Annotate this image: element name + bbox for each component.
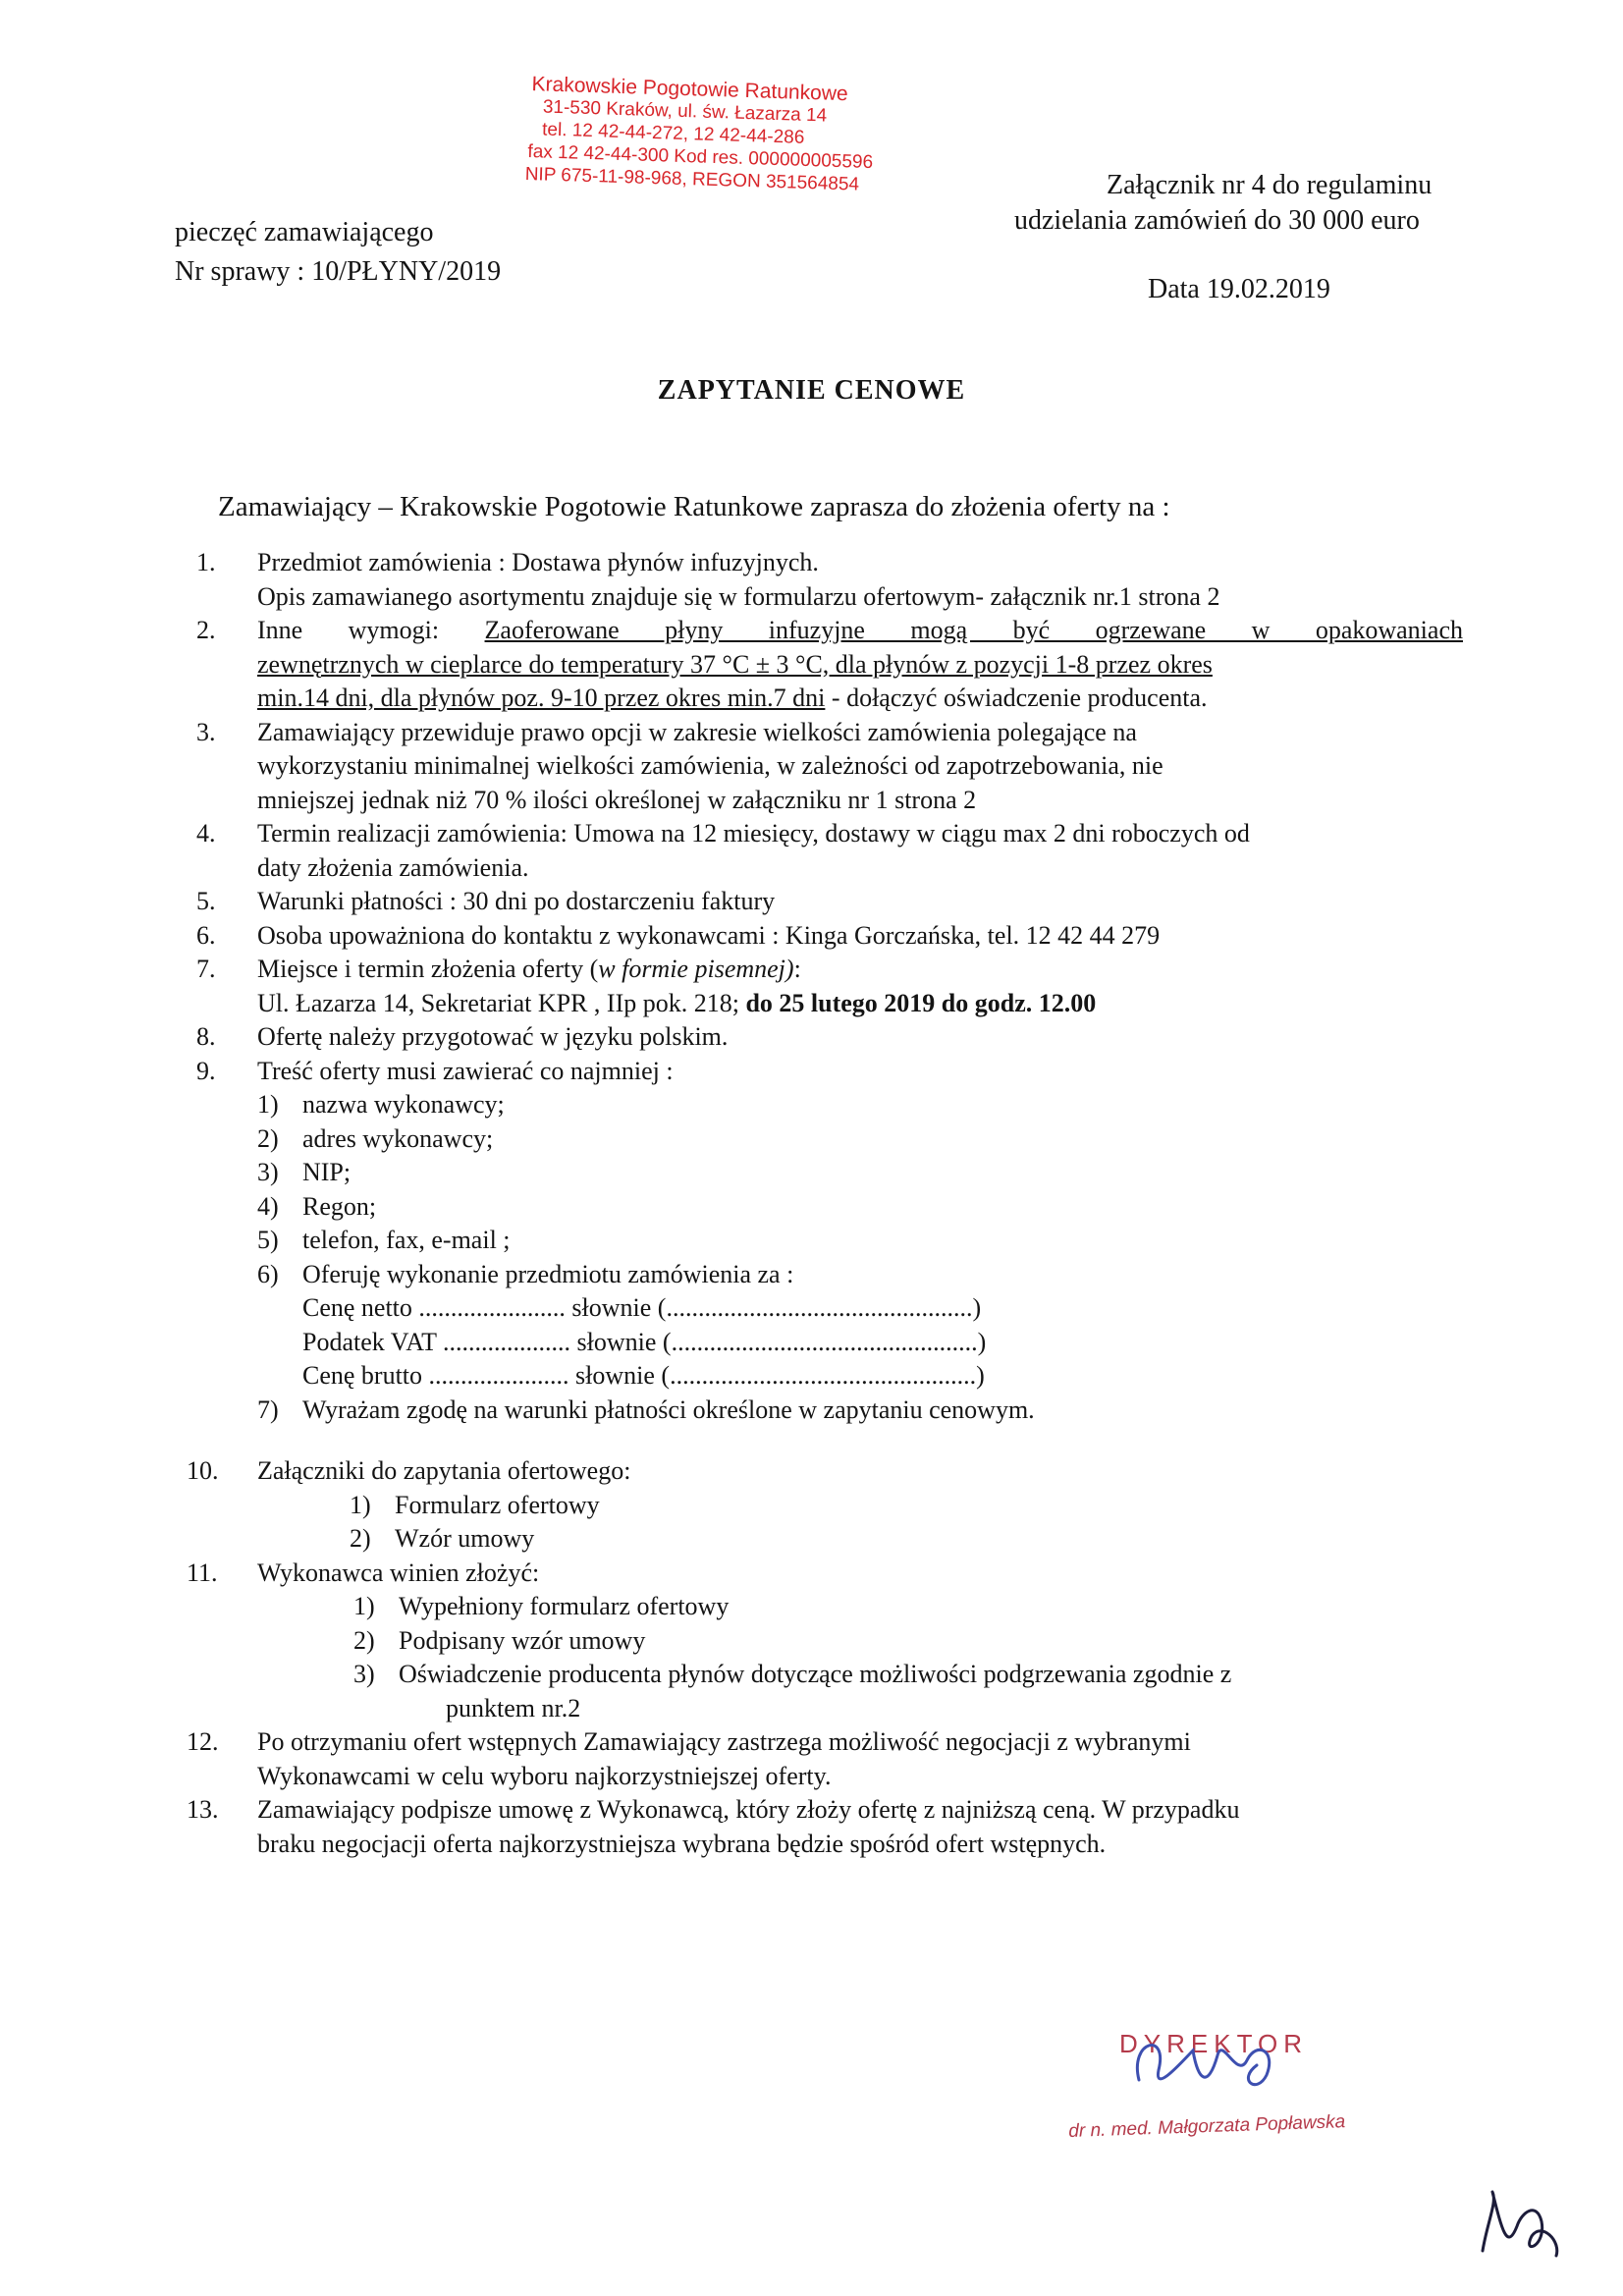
item-text: braku negocjacji oferta najkorzystniejsza wybrana będzie spośród ofert wstępnych. [257,1829,1107,1858]
sub-item [350,1522,1463,1557]
item-text: Ofertę należy przygotować w języku polskim. [257,1022,729,1051]
item-number: 12. [187,1727,219,1756]
attachment-line-2: udzielania zamówień do 30 000 euro [1014,205,1420,236]
sub-text: NIP; [302,1158,352,1186]
item-text: Przedmiot zamówienia : Dostawa płynów infuzyjnych. [257,548,819,576]
list-item [196,546,1463,614]
sub-item [350,1489,1463,1523]
sub-text: Wyrażam zgodę na warunki płatności określone w zapytaniu cenowym. [302,1394,1035,1424]
underlined-text: Zaoferowane płyny infuzyjne mogą być ogrzewane w opakowaniach [484,616,1463,644]
sub-number: 7) [257,1394,279,1424]
item-number: 2. [196,616,216,644]
item-text: Zamawiający podpisze umowę z Wykonawcą, który złoży ofertę z najniższą ceną. W przypadku [257,1795,1240,1824]
list-item [196,919,1463,954]
sub-item [257,1122,1463,1157]
item-number: 8. [196,1022,216,1051]
stamp-line: fax 12 42-44-300 Kod res. 000000005596 [527,141,874,174]
item-text: Załączniki do zapytania ofertowego: [257,1456,631,1485]
sub-text: Podpisany wzór umowy [399,1625,646,1655]
stamp-line: NIP 675-11-98-968, REGON 351564854 [524,163,860,195]
sub-text: Oferuję wykonanie przedmiotu zamówienia za : [302,1259,794,1288]
list-item [196,953,1463,1020]
list-item [196,885,1463,919]
item-number: 11. [187,1558,218,1587]
item-number: 6. [196,920,216,950]
sub-text: Regon; [302,1191,377,1221]
item-number: 7. [196,955,216,983]
item-number: 10. [187,1456,219,1485]
company-stamp [524,73,875,196]
list-item [196,817,1463,885]
sub-text-continued: punktem nr.2 [446,1693,581,1722]
item-text: daty złożenia zamówienia. [257,852,529,882]
list-item [196,1055,1463,1428]
sub-number: 1) [257,1090,279,1119]
sub-number: 1) [353,1592,375,1620]
sub-item [353,1658,1463,1692]
sub-number: 2) [353,1625,375,1655]
item-number: 1. [196,548,216,576]
sub-number: 6) [257,1259,279,1288]
item-number: 4. [196,819,216,847]
stamp-line: 31-530 Kraków, ul. św. Łazarza 14 [542,96,828,127]
item-number: 9. [196,1056,216,1085]
price-netto-row: Cenę netto ....................... słownie (................................................) [302,1293,982,1322]
item-text: Opis zamawianego asortymentu znajduje się w formularzu ofertowym- załącznik nr.1 strona 2 [257,581,1220,611]
item-text: mniejszej jednak niż 70 % ilości określonej w załączniku nr 1 strona 2 [257,785,977,814]
handwritten-signature [1100,2021,1316,2109]
sub-number: 3) [257,1158,279,1186]
list-item [196,1020,1463,1055]
document-title: ZAPYTANIE CENOWE [657,375,966,406]
item-text: Wykonawcami w celu wyboru najkorzystniejszej oferty. [257,1761,832,1790]
document-date: Data 19.02.2019 [1148,274,1330,304]
sub-text: telefon, fax, e-mail ; [302,1226,511,1254]
sub-item [257,1258,1463,1292]
item-text: : [793,955,801,983]
sub-text: nazwa wykonawcy; [302,1090,505,1119]
underlined-text: min.14 dni, dla płynów poz. 9-10 przez okres min.7 dni [257,683,826,712]
sub-number: 1) [350,1490,371,1519]
sub-item [257,1088,1463,1122]
sub-item [257,1190,1463,1225]
underlined-text: zewnętrznych w cieplarce do temperatury 37 °C ± 3 °C, dla płynów z pozycji 1-8 przez okres [257,649,1213,679]
item-text: Zamawiający przewiduje prawo opcji w zakresie wielkości zamówienia polegające na [257,717,1137,746]
sub-text: Wzór umowy [395,1524,535,1553]
case-number: Nr sprawy : 10/PŁYNY/2019 [175,256,502,287]
item-text: Po otrzymaniu ofert wstępnych Zamawiający zastrzega możliwość negocjacji z wybranymi [257,1727,1191,1756]
item-text: Wykonawca winien złożyć: [257,1558,540,1587]
handwritten-initials [1463,2182,1581,2270]
requirements-list [187,546,1463,1861]
stamp-label: pieczęć zamawiającego [175,217,434,247]
price-vat-row: Podatek VAT .................... słownie (................................................) [302,1327,987,1356]
sub-item [257,1224,1463,1258]
list-item [187,1557,1463,1726]
sub-text: adres wykonawcy; [302,1123,494,1153]
sub-item [257,1156,1463,1190]
intro-text: Zamawiający – Krakowskie Pogotowie Ratunkowe zaprasza do złożenia oferty na : [218,491,1170,522]
stamp-line: Krakowskie Pogotowie Ratunkowe [531,73,849,106]
sub-number: 3) [353,1660,375,1688]
sub-text: Oświadczenie producenta płynów dotyczące możliwości podgrzewania zgodnie z [399,1660,1232,1688]
item-number: 5. [196,887,216,915]
price-brutto-row: Cenę brutto ...................... słownie (................................................) [302,1361,985,1390]
list-item [187,1725,1463,1793]
item-number: 13. [187,1795,219,1824]
list-item [196,614,1463,716]
item-number: 3. [196,717,216,746]
item-text: Ul. Łazarza 14, Sekretariat KPR , IIp pok. 218; [257,988,746,1017]
sub-number: 2) [257,1123,279,1153]
director-stamp-name: dr n. med. Małgorzata Popławska [1068,2111,1346,2142]
sub-text: Wypełniony formularz ofertowy [399,1592,730,1620]
sub-item [353,1590,1463,1624]
item-text: Inne wymogi: [257,616,485,644]
item-text: - dołączyć oświadczenie producenta. [825,683,1208,712]
sub-number: 4) [257,1191,279,1221]
item-text: Miejsce i termin złożenia oferty ( [257,955,599,983]
director-stamp-title: DYREKTOR [1119,2029,1308,2058]
sub-item [257,1394,1463,1428]
sub-item [353,1624,1463,1659]
sub-text: Formularz ofertowy [395,1490,600,1519]
list-item [187,1454,1463,1557]
deadline-text: do 25 lutego 2019 do godz. 12.00 [745,988,1097,1017]
item-text: Warunki płatności : 30 dni po dostarczeniu faktury [257,887,776,915]
item-text: wykorzystaniu minimalnej wielkości zamówienia, w zależności od zapotrzebowania, nie [257,751,1163,780]
item-text: Termin realizacji zamówienia: Umowa na 12 miesięcy, dostawy w ciągu max 2 dni roboczych od [257,819,1250,847]
sub-number: 5) [257,1226,279,1254]
italic-text: w formie pisemnej) [598,955,794,983]
item-text: Osoba upoważniona do kontaktu z wykonawcami : Kinga Gorczańska, tel. 12 42 44 279 [257,920,1161,950]
sub-number: 2) [350,1524,371,1553]
list-item [187,1793,1463,1861]
list-item [196,716,1463,818]
attachment-line-1: Załącznik nr 4 do regulaminu [1107,170,1433,200]
stamp-line: tel. 12 42-44-272, 12 42-44-286 [541,119,805,148]
item-text: Treść oferty musi zawierać co najmniej : [257,1056,674,1085]
